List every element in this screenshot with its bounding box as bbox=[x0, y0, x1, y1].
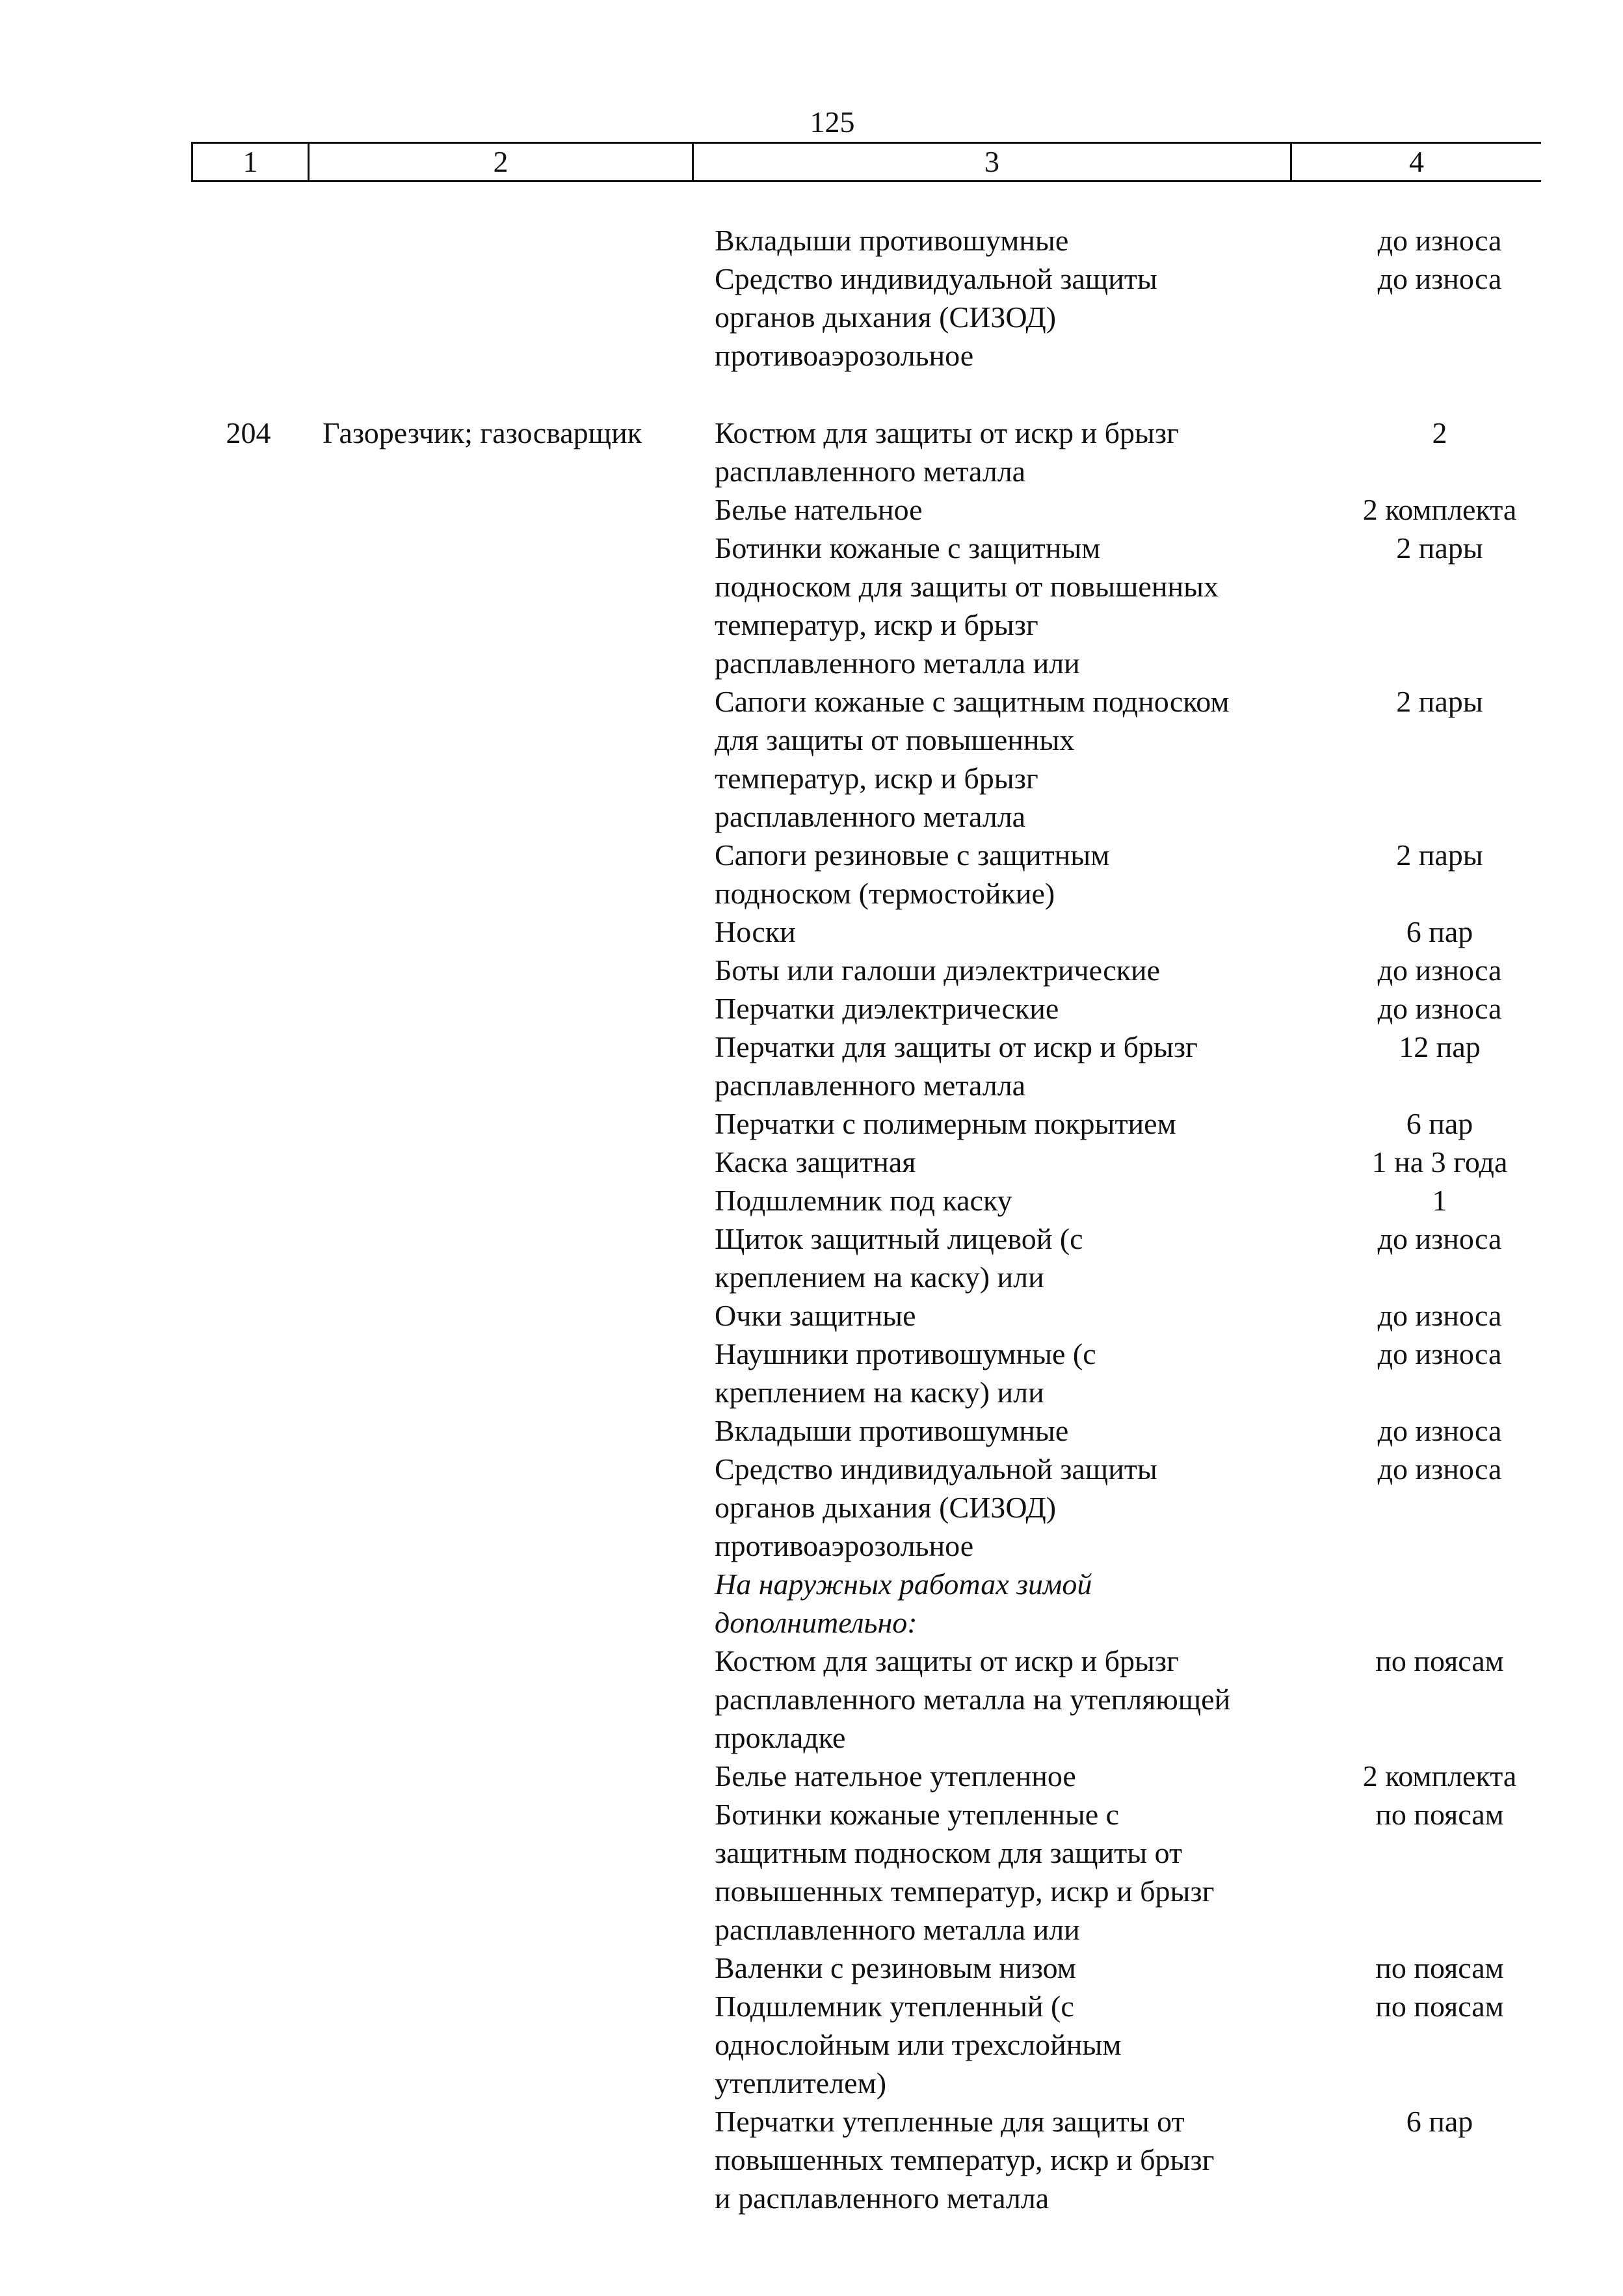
item-name: Ботинки кожаные утепленные с защитным подноском для защиты от повышенных температур, искр и брызг расплавленного металла или bbox=[715, 1798, 1215, 1946]
item-quantity: по поясам bbox=[1375, 1990, 1504, 2023]
row-number: 204 bbox=[226, 416, 271, 449]
item-name: Очки защитные bbox=[715, 1299, 916, 1332]
list-item bbox=[0, 1949, 1623, 1987]
item-quantity: 1 на 3 года bbox=[1371, 1145, 1508, 1179]
item-name: Каска защитная bbox=[715, 1145, 916, 1179]
list-item bbox=[0, 1450, 1623, 1565]
item-quantity: до износа bbox=[1377, 1414, 1502, 1447]
section-spacer bbox=[0, 375, 1623, 414]
item-quantity: по поясам bbox=[1375, 1951, 1504, 1984]
item-quantity: 6 пар bbox=[1406, 915, 1473, 948]
list-item bbox=[0, 836, 1623, 913]
table-body bbox=[0, 221, 1623, 2217]
column-header-row bbox=[191, 142, 1541, 182]
item-quantity: до износа bbox=[1377, 954, 1502, 987]
item-quantity: по поясам bbox=[1375, 1644, 1504, 1677]
item-quantity: до износа bbox=[1377, 262, 1502, 295]
item-name: Наушники противошумные (с креплением на каску) или bbox=[715, 1337, 1096, 1409]
item-name: Валенки с резиновым низом bbox=[715, 1951, 1076, 1984]
column-header-1: 1 bbox=[192, 143, 309, 181]
item-name: Подшлемник утепленный (с однослойным или трехслойным утеплителем) bbox=[715, 1990, 1122, 2100]
item-quantity: 2 пары bbox=[1396, 838, 1483, 872]
list-item bbox=[0, 1143, 1623, 1181]
list-item bbox=[0, 490, 1623, 529]
list-item bbox=[0, 913, 1623, 951]
column-header-4: 4 bbox=[1291, 143, 1542, 181]
item-name: Сапоги резиновые с защитным подноском (термостойкие) bbox=[715, 838, 1110, 910]
item-quantity: до износа bbox=[1377, 1452, 1502, 1486]
item-quantity: 2 комплекта bbox=[1362, 493, 1517, 526]
list-item bbox=[0, 260, 1623, 375]
item-name: Белье нательное bbox=[715, 493, 923, 526]
item-name: Ботинки кожаные с защитным подноском для защиты от повышенных температур, искр и брызг расплавленного металла или bbox=[715, 531, 1219, 680]
item-name: Носки bbox=[715, 915, 796, 948]
item-quantity: до износа bbox=[1377, 992, 1502, 1025]
item-quantity: 6 пар bbox=[1406, 2105, 1473, 2138]
item-name: Костюм для защиты от искр и брызг расплавленного металла на утепляющей прокладке bbox=[715, 1644, 1231, 1754]
list-item bbox=[0, 529, 1623, 682]
list-item bbox=[0, 1642, 1623, 1757]
item-name: Подшлемник под каску bbox=[715, 1184, 1012, 1217]
item-name: Костюм для защиты от искр и брызг расплавленного металла bbox=[715, 416, 1179, 488]
table-section bbox=[0, 414, 1623, 2217]
item-quantity: до износа bbox=[1377, 1337, 1502, 1370]
item-name: Сапоги кожаные с защитным подноском для защиты от повышенных температур, искр и брызг расплавленного металла bbox=[715, 685, 1230, 833]
list-item bbox=[0, 2102, 1623, 2217]
list-item bbox=[0, 1220, 1623, 1296]
item-name: Вкладыши противошумные bbox=[715, 1414, 1069, 1447]
item-quantity: 2 bbox=[1432, 416, 1447, 449]
list-item bbox=[0, 1335, 1623, 1411]
list-item bbox=[0, 1987, 1623, 2102]
list-item bbox=[0, 1757, 1623, 1795]
item-quantity: 2 пары bbox=[1396, 685, 1483, 718]
page-number: 125 bbox=[810, 105, 855, 139]
column-header-2: 2 bbox=[309, 143, 693, 181]
list-item bbox=[0, 989, 1623, 1028]
item-name: Средство индивидуальной защиты органов дыхания (СИЗОД) противоаэрозольное bbox=[715, 1452, 1157, 1562]
item-quantity: по поясам bbox=[1375, 1798, 1504, 1831]
item-name: Вкладыши противошумные bbox=[715, 224, 1069, 257]
list-item bbox=[0, 1296, 1623, 1335]
table-section bbox=[0, 221, 1623, 375]
item-name: Боты или галоши диэлектрические bbox=[715, 954, 1161, 987]
item-quantity: 6 пар bbox=[1406, 1107, 1473, 1140]
list-item bbox=[0, 1181, 1623, 1220]
list-item bbox=[0, 1795, 1623, 1949]
list-item bbox=[0, 1104, 1623, 1143]
list-item bbox=[0, 1411, 1623, 1450]
list-item bbox=[0, 682, 1623, 836]
subsection-note: На наружных работах зимой дополнительно: bbox=[715, 1568, 1092, 1639]
item-quantity: до износа bbox=[1377, 1222, 1502, 1255]
list-item bbox=[0, 1565, 1623, 1642]
list-item bbox=[0, 951, 1623, 989]
item-quantity bbox=[1300, 1565, 1579, 1642]
profession-name: Газорезчик; газосварщик bbox=[323, 416, 642, 449]
column-header-3: 3 bbox=[693, 143, 1291, 181]
item-quantity: 2 пары bbox=[1396, 531, 1483, 565]
item-name: Перчатки с полимерным покрытием bbox=[715, 1107, 1176, 1140]
item-quantity: до износа bbox=[1377, 224, 1502, 257]
item-quantity: 1 bbox=[1432, 1184, 1447, 1217]
item-name: Перчатки для защиты от искр и брызг расплавленного металла bbox=[715, 1030, 1198, 1102]
list-item bbox=[0, 221, 1623, 260]
item-name: Белье нательное утепленное bbox=[715, 1759, 1076, 1793]
item-name: Перчатки диэлектрические bbox=[715, 992, 1059, 1025]
item-name: Щиток защитный лицевой (с креплением на каску) или bbox=[715, 1222, 1083, 1294]
list-item bbox=[0, 1028, 1623, 1104]
item-quantity: до износа bbox=[1377, 1299, 1502, 1332]
item-name: Средство индивидуальной защиты органов дыхания (СИЗОД) противоаэрозольное bbox=[715, 262, 1157, 372]
item-quantity: 12 пар bbox=[1399, 1030, 1481, 1063]
item-quantity: 2 комплекта bbox=[1362, 1759, 1517, 1793]
item-name: Перчатки утепленные для защиты от повышенных температур, искр и брызг и расплавленного металла bbox=[715, 2105, 1215, 2215]
